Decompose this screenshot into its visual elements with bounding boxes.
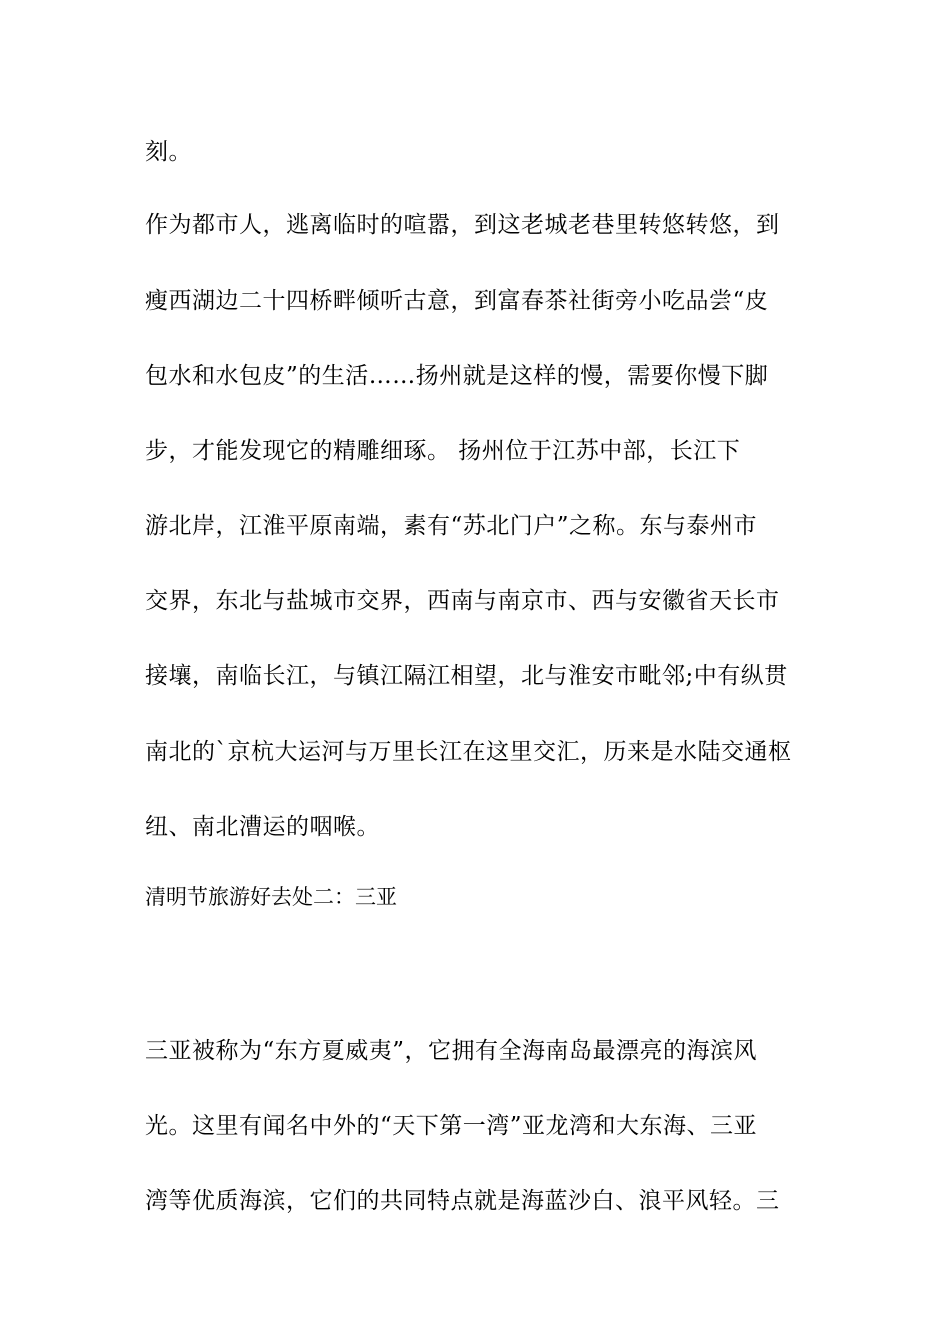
text-line: 三亚被称为“东方夏威夷”，它拥有全海南岛最漂亮的海滨风 [145,1038,758,1064]
text-line: 纽、南北漕运的咽喉。 [145,814,380,840]
text-line: 刻。 [145,139,192,165]
text-line: 作为都市人，逃离临时的喧嚣，到这老城老巷里转悠转悠，到 [145,212,780,238]
text-line: 光。这里有闻名中外的“天下第一湾”亚龙湾和大东海、三亚 [145,1113,758,1139]
text-line: 瘦西湖边二十四桥畔倾听古意，到富春茶社街旁小吃品尝“皮 [145,288,769,314]
text-line: 包水和水包皮”的生活……扬州就是这样的慢，需要你慢下脚 [145,363,769,389]
text-line: 步，才能发现它的精雕细琢。 扬州位于江苏中部，长江下 [145,438,741,464]
text-line: 接壤，南临长江，与镇江隔江相望，北与淮安市毗邻;中有纵贯 [145,663,788,689]
text-line: 交界，东北与盐城市交界，西南与南京市、西与安徽省天长市 [145,588,780,614]
text-line: 湾等优质海滨，它们的共同特点就是海蓝沙白、浪平风轻。三 [145,1188,780,1214]
text-line: 南北的`京杭大运河与万里长江在这里交汇，历来是水陆交通枢 [145,739,792,765]
section-heading: 清明节旅游好去处二：三亚 [145,885,397,909]
text-line: 游北岸，江淮平原南端，素有“苏北门户”之称。东与泰州市 [145,513,758,539]
